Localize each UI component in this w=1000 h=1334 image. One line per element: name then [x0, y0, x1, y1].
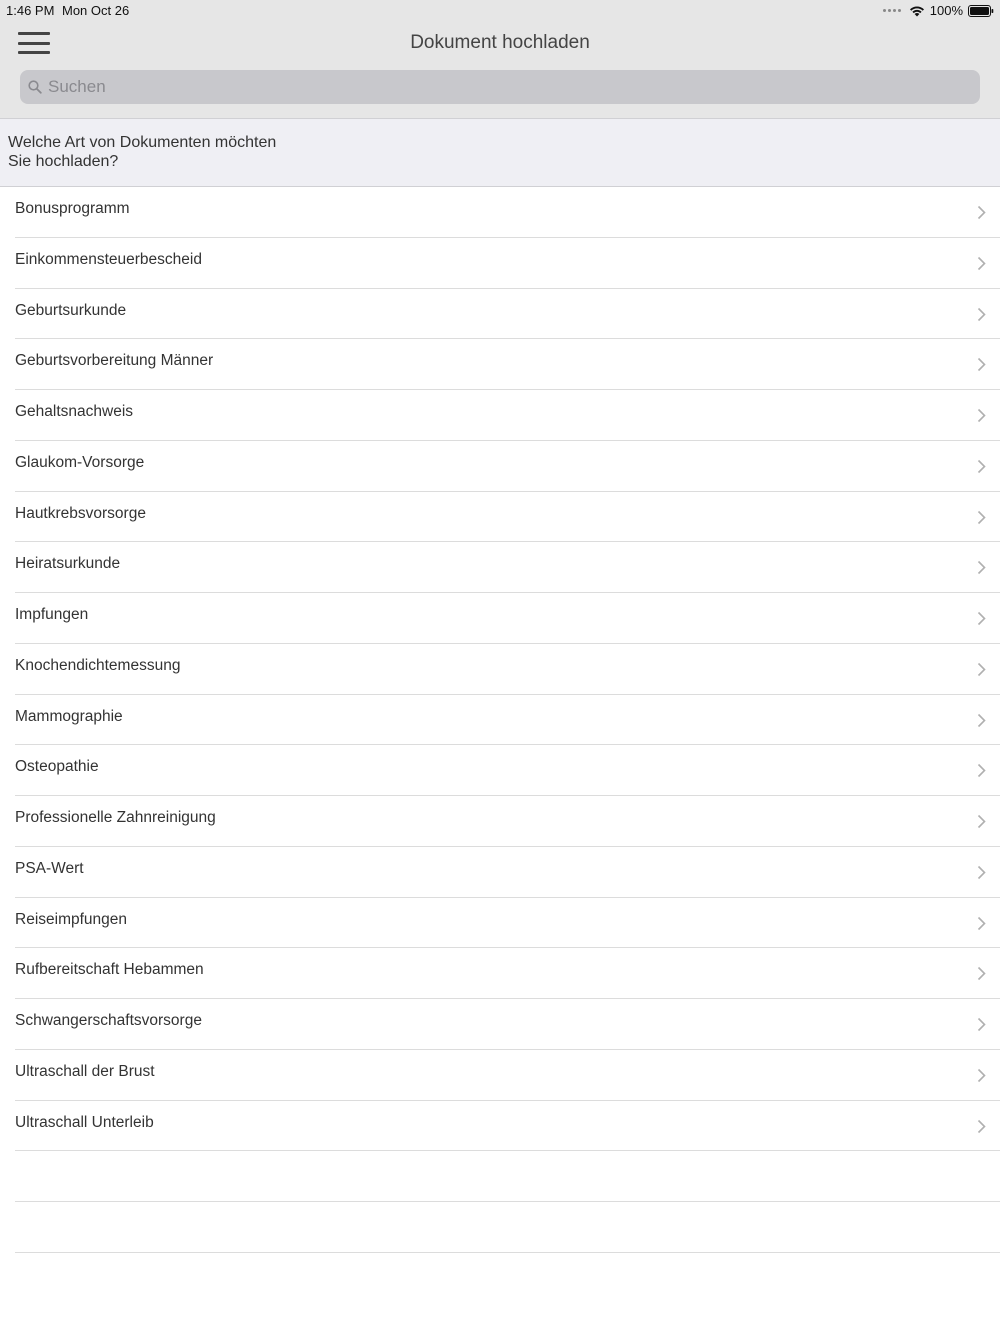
list-item-label: Geburtsurkunde [15, 301, 127, 319]
list-item-label: Impfungen [15, 606, 89, 623]
list-item-label: Schwangerschaftsvorsorge [15, 1012, 202, 1029]
list-item-label: PSA-Wert [15, 859, 84, 877]
chevron-right-icon [977, 916, 986, 931]
list-item[interactable] [0, 441, 1000, 492]
search-bar[interactable] [20, 70, 980, 104]
list-item-label: Mammographie [15, 707, 123, 725]
list-item-label: Heiratsurkunde [15, 555, 121, 573]
list-item-label: Ultraschall der Brust [15, 1062, 155, 1080]
empty-list-row [0, 1151, 1000, 1202]
chevron-right-icon [977, 307, 986, 322]
list-item-label: Bonusprogramm [15, 200, 130, 217]
chevron-right-icon [977, 1017, 986, 1032]
list-item[interactable] [0, 593, 1000, 644]
list-item-label: Rufbereitschaft Hebammen [15, 961, 204, 979]
chevron-right-icon [977, 560, 986, 575]
chevron-right-icon [977, 205, 986, 220]
status-indicators [883, 3, 994, 18]
chevron-right-icon [977, 408, 986, 423]
list-item-label: Hautkrebsvorsorge [15, 504, 146, 522]
list-item[interactable] [0, 999, 1000, 1050]
chevron-right-icon [977, 357, 986, 372]
question-line-2: Sie hochladen? [8, 153, 119, 170]
list-item[interactable] [0, 339, 1000, 390]
list-item-label: Geburtsvorbereitung Männer [15, 352, 214, 370]
list-item-label: Ultraschall Unterleib [15, 1113, 154, 1131]
navigation-bar [0, 0, 1000, 118]
list-item-label: Einkommensteuerbescheid [15, 250, 202, 268]
battery-percentage: 100% [929, 3, 963, 18]
list-item[interactable] [0, 1050, 1000, 1101]
chevron-right-icon [977, 611, 986, 626]
list-item[interactable] [0, 238, 1000, 289]
chevron-right-icon [977, 256, 986, 271]
empty-list-row [0, 1202, 1000, 1253]
chevron-right-icon [977, 763, 986, 778]
search-icon [28, 80, 42, 94]
list-item[interactable] [0, 695, 1000, 746]
page-title: Dokument hochladen [410, 32, 590, 53]
list-item[interactable] [0, 289, 1000, 340]
list-item[interactable] [0, 948, 1000, 999]
list-item[interactable] [0, 644, 1000, 695]
chevron-right-icon [977, 1068, 986, 1083]
chevron-right-icon [977, 510, 986, 525]
list-item[interactable] [0, 745, 1000, 796]
list-item[interactable] [0, 390, 1000, 441]
chevron-right-icon [977, 1119, 986, 1134]
list-item-label: Glaukom-Vorsorge [15, 453, 145, 471]
list-item-label: Osteopathie [15, 758, 99, 776]
question-line-1: Welche Art von Dokumenten möchten [8, 134, 277, 151]
status-time: 1:46 PM [6, 3, 55, 18]
document-type-list [0, 187, 1000, 1253]
list-item[interactable] [0, 492, 1000, 543]
list-item-label: Reiseimpfungen [15, 910, 128, 928]
list-item[interactable] [0, 187, 1000, 238]
chevron-right-icon [977, 662, 986, 677]
list-item[interactable] [0, 898, 1000, 949]
list-item[interactable] [0, 796, 1000, 847]
chevron-right-icon [977, 459, 986, 474]
search-input[interactable] [48, 70, 968, 104]
wifi-icon [909, 5, 925, 17]
status-date: Mon Oct 26 [62, 3, 130, 18]
chevron-right-icon [977, 865, 986, 880]
status-bar [0, 0, 1000, 22]
section-header [0, 118, 1000, 187]
chevron-right-icon [977, 814, 986, 829]
list-item-label: Professionelle Zahnreinigung [15, 809, 216, 826]
list-item[interactable] [0, 1101, 1000, 1152]
chevron-right-icon [977, 713, 986, 728]
battery-icon [968, 5, 994, 17]
list-item[interactable] [0, 542, 1000, 593]
list-item-label: Gehaltsnachweis [15, 403, 134, 420]
chevron-right-icon [977, 966, 986, 981]
list-item-label: Knochendichtemessung [15, 656, 181, 674]
section-question [8, 133, 308, 171]
list-item[interactable] [0, 847, 1000, 898]
cellular-signal-icon [883, 9, 901, 12]
